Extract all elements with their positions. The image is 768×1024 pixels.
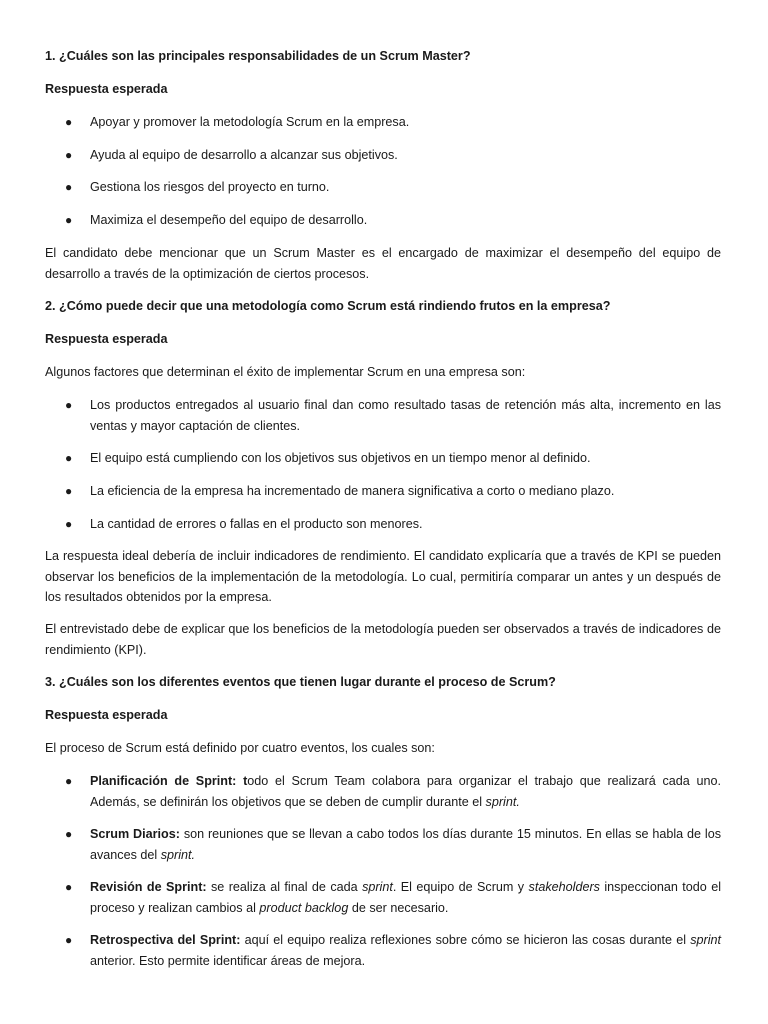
question-1-title: 1. ¿Cuáles son las principales responsabilidades de un Scrum Master? (45, 49, 471, 63)
list-item: ● Revisión de Sprint: se realiza al final de cada sprint. El equipo de Scrum y stakeholders inspeccionan todo el proceso y realizan cambios al product backlog de ser necesario. (45, 877, 721, 918)
question-3-title: 3. ¿Cuáles son los diferentes eventos que tienen lugar durante el proceso de Scrum? (45, 675, 556, 689)
list-item: ● La eficiencia de la empresa ha incrementado de manera significativa a corto o mediano plazo. (45, 481, 721, 502)
event-term: Revisión de Sprint: (90, 880, 207, 894)
bullet-icon: ● (65, 484, 73, 498)
bullet-icon: ● (65, 827, 73, 841)
question-1-note: El candidato debe mencionar que un Scrum Master es el encargado de maximizar el desempeño del equipo de desarrollo a través de la optimización de ciertos procesos. (45, 246, 721, 281)
list-item: ● La cantidad de errores o fallas en el producto son menores. (45, 514, 721, 535)
question-2-paragraph-2: El entrevistado debe de explicar que los beneficios de la metodología pueden ser observados a través de indicadores de rendimiento (KPI). (45, 622, 721, 657)
list-item: ● Apoyar y promover la metodología Scrum en la empresa. (45, 112, 721, 133)
list-item: ● Ayuda al equipo de desarrollo a alcanzar sus objetivos. (45, 145, 721, 166)
question-2-title: 2. ¿Cómo puede decir que una metodología como Scrum está rindiendo frutos en la empresa? (45, 299, 611, 313)
bullet-icon: ● (65, 398, 73, 412)
list-item: ● Planificación de Sprint: todo el Scrum Team colabora para organizar el trabajo que realizará cada uno. Además, se definirán los objetivos que se deben de cumplir durante el sprint. (45, 771, 721, 812)
question-2-paragraph-1: La respuesta ideal debería de incluir indicadores de rendimiento. El candidato explicaría que a través de KPI se pueden observar los beneficios de la implementación de la metodología. Lo cual, permitiría comparar un antes y un después de los resultados obtenidos por la empresa. (45, 549, 721, 604)
bullet-icon: ● (65, 213, 73, 227)
list-item: ● El equipo está cumpliendo con los objetivos sus objetivos en un tiempo menor al definido. (45, 448, 721, 469)
bullet-icon: ● (65, 115, 73, 129)
event-term: Planificación de Sprint: t (90, 774, 248, 788)
question-3-intro: El proceso de Scrum está definido por cuatro eventos, los cuales son: (45, 741, 435, 755)
list-item: ● Los productos entregados al usuario final dan como resultado tasas de retención más alta, incremento en las ventas y mayor captación de clientes. (45, 395, 721, 436)
question-2-intro: Algunos factores que determinan el éxito de implementar Scrum en una empresa son: (45, 365, 526, 379)
question-3-expected-label: Respuesta esperada (45, 708, 168, 722)
list-item: ● Scrum Diarios: son reuniones que se llevan a cabo todos los días durante 15 minutos. En ellas se habla de los avances del sprint. (45, 824, 721, 865)
bullet-icon: ● (65, 180, 73, 194)
question-2-expected-label: Respuesta esperada (45, 332, 168, 346)
list-item: ● Maximiza el desempeño del equipo de desarrollo. (45, 210, 721, 231)
list-item: ● Retrospectiva del Sprint: aquí el equipo realiza reflexiones sobre cómo se hicieron las cosas durante el sprint anterior. Esto permite identificar áreas de mejora. (45, 930, 721, 971)
event-term: Retrospectiva del Sprint: (90, 933, 241, 947)
event-term: Scrum Diarios: (90, 827, 180, 841)
list-item: ● Gestiona los riesgos del proyecto en turno. (45, 177, 721, 198)
bullet-icon: ● (65, 451, 73, 465)
bullet-icon: ● (65, 774, 73, 788)
bullet-icon: ● (65, 148, 73, 162)
bullet-icon: ● (65, 517, 73, 531)
bullet-icon: ● (65, 933, 73, 947)
question-1-expected-label: Respuesta esperada (45, 82, 168, 96)
bullet-icon: ● (65, 880, 73, 894)
